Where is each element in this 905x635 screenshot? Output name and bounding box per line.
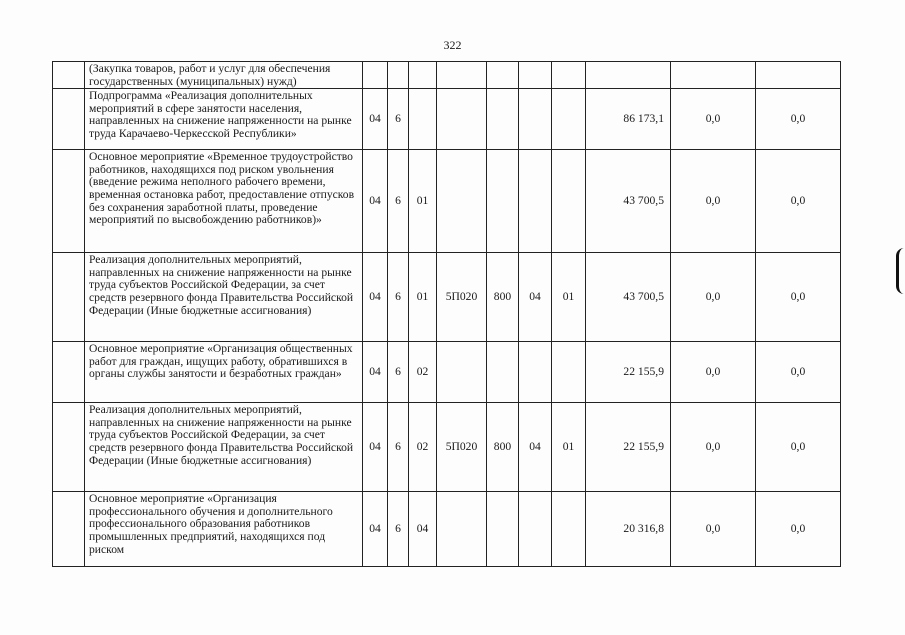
value-cell — [756, 62, 841, 89]
value-cell: 0,0 — [671, 403, 756, 492]
value-cell: 0,0 — [671, 150, 756, 253]
item-name: Реализация дополнительных мероприятий, направленных на снижение напряженности на рынке труда субъектов Российской Федерации, за счет средств резервного фонда Правительства Российской Федерации (Иные бюджетные ассигнования) — [85, 253, 363, 342]
code-cell: 04 — [363, 253, 388, 342]
value-cell: 0,0 — [671, 342, 756, 403]
item-name: (Закупка товаров, работ и услуг для обеспечения государственных (муниципальных) нужд) — [85, 62, 363, 89]
code-cell: 6 — [388, 253, 409, 342]
binding-edge-mark — [896, 248, 905, 294]
code-cell — [519, 492, 552, 567]
code-cell — [437, 492, 487, 567]
code-cell — [552, 62, 586, 89]
code-cell — [487, 62, 519, 89]
code-cell: 800 — [487, 403, 519, 492]
amount-cell: 22 155,9 — [586, 403, 671, 492]
blank-cell — [53, 89, 85, 150]
code-cell: 04 — [409, 492, 437, 567]
table-row — [53, 342, 841, 403]
code-cell — [552, 492, 586, 567]
code-cell — [409, 89, 437, 150]
table-row — [53, 62, 841, 89]
value-cell — [671, 62, 756, 89]
value-cell: 0,0 — [671, 89, 756, 150]
value-cell: 0,0 — [756, 342, 841, 403]
amount-cell: 20 316,8 — [586, 492, 671, 567]
code-cell — [487, 492, 519, 567]
value-cell: 0,0 — [671, 492, 756, 567]
code-cell: 04 — [363, 89, 388, 150]
code-cell — [487, 89, 519, 150]
page-number: 322 — [443, 38, 462, 52]
code-cell — [552, 342, 586, 403]
table-row — [53, 403, 841, 492]
amount-cell — [586, 62, 671, 89]
code-cell: 04 — [363, 492, 388, 567]
code-cell — [437, 342, 487, 403]
value-cell: 0,0 — [756, 150, 841, 253]
code-cell: 5П020 — [437, 403, 487, 492]
value-cell: 0,0 — [756, 89, 841, 150]
blank-cell — [53, 492, 85, 567]
code-cell — [519, 150, 552, 253]
code-cell: 04 — [363, 342, 388, 403]
code-cell: 5П020 — [437, 253, 487, 342]
code-cell — [487, 150, 519, 253]
value-cell: 0,0 — [756, 492, 841, 567]
code-cell — [519, 342, 552, 403]
amount-cell: 43 700,5 — [586, 150, 671, 253]
item-name: Основное мероприятие «Организация общественных работ для граждан, ищущих работу, обратившихся в органы службы занятости и безработных граждан» — [85, 342, 363, 403]
code-cell — [363, 62, 388, 89]
amount-cell: 43 700,5 — [586, 253, 671, 342]
code-cell: 800 — [487, 253, 519, 342]
code-cell: 04 — [363, 150, 388, 253]
code-cell — [388, 62, 409, 89]
blank-cell — [53, 150, 85, 253]
amount-cell: 22 155,9 — [586, 342, 671, 403]
code-cell: 01 — [409, 150, 437, 253]
blank-cell — [53, 342, 85, 403]
code-cell: 01 — [409, 253, 437, 342]
code-cell — [437, 89, 487, 150]
code-cell: 6 — [388, 492, 409, 567]
value-cell: 0,0 — [671, 253, 756, 342]
table-row — [53, 89, 841, 150]
blank-cell — [53, 62, 85, 89]
table-row — [53, 150, 841, 253]
code-cell: 02 — [409, 403, 437, 492]
code-cell — [519, 89, 552, 150]
item-name: Основное мероприятие «Временное трудоустройство работников, находящихся под риском увольнения (введение режима неполного рабочего времени, временная остановка работ, предоставление отпусков без сохранения заработной платы, проведение мероприятий по высвобождению работников)» — [85, 150, 363, 253]
value-cell: 0,0 — [756, 403, 841, 492]
item-name: Реализация дополнительных мероприятий, направленных на снижение напряженности на рынке труда субъектов Российской Федерации, за счет средств резервного фонда Правительства Российской Федерации (Иные бюджетные ассигнования) — [85, 403, 363, 492]
code-cell: 6 — [388, 150, 409, 253]
table-row — [53, 492, 841, 567]
blank-cell — [53, 253, 85, 342]
code-cell: 6 — [388, 342, 409, 403]
blank-cell — [53, 403, 85, 492]
value-cell: 0,0 — [756, 253, 841, 342]
code-cell: 04 — [363, 403, 388, 492]
code-cell: 04 — [519, 403, 552, 492]
budget-table — [52, 61, 841, 567]
code-cell — [409, 62, 437, 89]
code-cell — [437, 150, 487, 253]
table-row — [53, 253, 841, 342]
code-cell: 02 — [409, 342, 437, 403]
code-cell — [437, 62, 487, 89]
code-cell — [552, 89, 586, 150]
code-cell — [519, 62, 552, 89]
code-cell: 6 — [388, 89, 409, 150]
item-name: Подпрограмма «Реализация дополнительных мероприятий в сфере занятости населения, направленных на снижение напряженности на рынке труда Карачаево-Черкесской Республики» — [85, 89, 363, 150]
item-name: Основное мероприятие «Организация профессионального обучения и дополнительного профессионального образования работников промышленных предприятий, находящихся под риском — [85, 492, 363, 567]
code-cell — [487, 342, 519, 403]
code-cell: 6 — [388, 403, 409, 492]
code-cell — [552, 150, 586, 253]
code-cell: 01 — [552, 403, 586, 492]
amount-cell: 86 173,1 — [586, 89, 671, 150]
code-cell: 04 — [519, 253, 552, 342]
code-cell: 01 — [552, 253, 586, 342]
